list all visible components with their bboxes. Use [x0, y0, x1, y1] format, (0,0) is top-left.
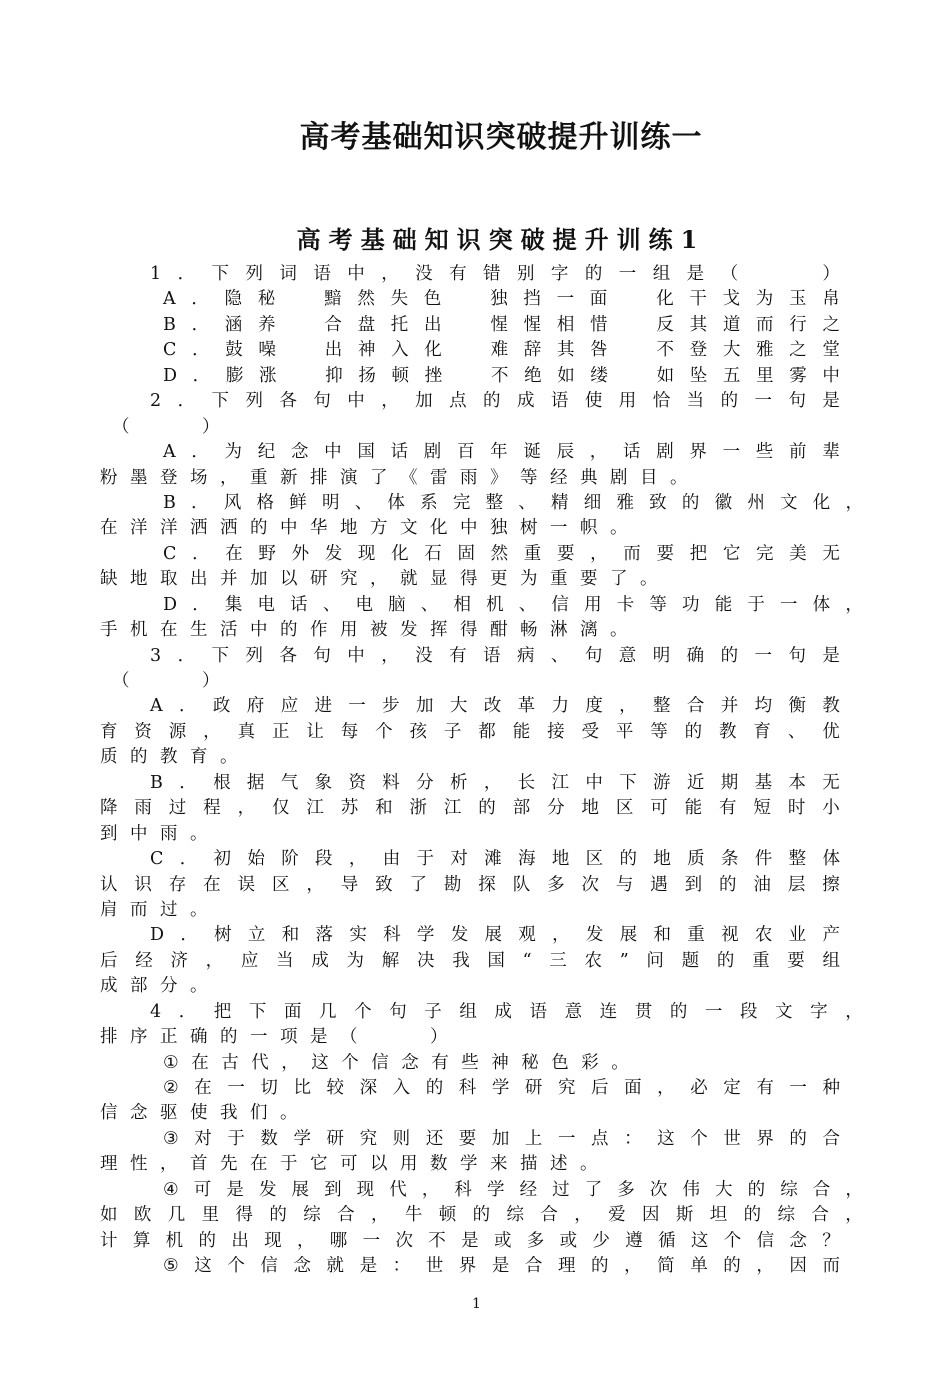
text-line-content: 如 欧 几 里 得 的 综 合 ， 牛 顿 的 综 合 ， 爱 因 斯 坦 的 综 合 ，	[100, 1205, 863, 1226]
text-line	[100, 618, 840, 643]
text-line-content: 到 中 雨 。	[100, 823, 208, 844]
text-line-content: 计 算 机 的 出 现 ， 哪 一 次 不 是 或 多 或 少 遵 循 这 个 信 念 ？	[100, 1230, 840, 1251]
text-line	[100, 466, 840, 491]
text-line	[100, 287, 840, 312]
text-line	[100, 644, 840, 669]
text-line-content: A ． 政 府 应 进 一 步 加 大 改 革 力 度 ， 整 合 并 均 衡 教	[150, 696, 840, 717]
text-line	[100, 593, 863, 618]
text-line-content: 1 ． 下 列 词 语 中 ， 没 有 错 别 字 的 一 组 是 （ ）	[150, 264, 840, 284]
text-line-content: 育 资 源 ， 真 正 让 每 个 孩 子 都 能 接 受 平 等 的 教 育 、 优	[100, 721, 840, 742]
text-line-content: D ． 膨 涨 抑 扬 顿 挫 不 绝 如 缕 如 坠 五 里 雾 中	[163, 365, 840, 386]
text-line-content: （ ）	[112, 671, 220, 691]
text-line-content: 排 序 正 确 的 一 项 是 （ ）	[100, 1027, 448, 1048]
text-line-content: B ． 根 据 气 象 资 料 分 析 ， 长 江 中 下 游 近 期 基 本 无	[150, 772, 840, 793]
text-line-content: 肩 而 过 。	[100, 899, 208, 920]
text-line-content: 在 洋 洋 洒 洒 的 中 华 地 方 文 化 中 独 树 一 帜 。	[100, 518, 628, 539]
text-line-content: C ． 在 野 外 发 现 化 石 固 然 重 要 ， 而 要 把 它 完 美 无	[163, 543, 840, 564]
text-line-content: C ． 鼓 噪 出 神 入 化 难 辞 其 咎 不 登 大 雅 之 堂	[163, 340, 840, 361]
text-line	[100, 1000, 863, 1025]
text-line	[100, 542, 840, 567]
text-line	[100, 796, 840, 821]
text-line	[100, 1101, 840, 1126]
text-line	[100, 440, 840, 465]
question-body	[100, 262, 863, 1280]
text-line	[100, 1203, 863, 1228]
page-number: 1	[472, 1296, 481, 1312]
text-line-content: 成 部 分 。	[100, 976, 208, 997]
text-line	[100, 1152, 840, 1177]
text-line	[100, 898, 840, 923]
text-line	[100, 923, 840, 948]
text-line-content: 手 机 在 生 活 中 的 作 用 被 发 挥 得 酣 畅 淋 漓 。	[100, 620, 628, 641]
text-line	[100, 415, 840, 440]
text-line-content: ③ 对 于 数 学 研 究 则 还 要 加 上 一 点 ： 这 个 世 界 的 合	[163, 1128, 840, 1149]
text-line	[100, 822, 840, 847]
text-line	[100, 1025, 840, 1050]
text-line	[100, 1051, 840, 1076]
text-line-content: B ． 风 格 鲜 明 、 体 系 完 整 、 精 细 雅 致 的 徽 州 文 化 ，	[163, 492, 863, 513]
text-line-content: （ ）	[112, 416, 220, 437]
text-line-content: 理 性 ， 首 先 在 于 它 可 以 用 数 学 来 描 述 。	[100, 1154, 598, 1175]
text-line	[100, 1076, 840, 1101]
text-line	[100, 847, 840, 872]
text-line-content: A ． 隐 秘 黯 然 失 色 独 挡 一 面 化 干 戈 为 玉 帛	[163, 289, 840, 310]
text-line	[100, 694, 840, 719]
text-line-content: D ． 集 电 话 、 电 脑 、 相 机 、 信 用 卡 等 功 能 于 一 体 ，	[163, 594, 863, 615]
text-line	[100, 771, 840, 796]
text-line-content: 信 念 驱 使 我 们 。	[100, 1103, 298, 1124]
text-line	[100, 262, 840, 287]
text-line	[100, 745, 840, 770]
text-line	[100, 1229, 840, 1254]
text-line-content: ② 在 一 切 比 较 深 入 的 科 学 研 究 后 面 ， 必 定 有 一 种	[163, 1078, 840, 1098]
text-line-content: 缺 地 取 出 并 加 以 研 究 ， 就 显 得 更 为 重 要 了 。	[100, 569, 658, 590]
text-line-content: 降 雨 过 程 ， 仅 江 苏 和 浙 江 的 部 分 地 区 可 能 有 短 时 小	[100, 798, 840, 819]
text-line-content: 粉 墨 登 场 ， 重 新 排 演 了 《 雷 雨 》 等 经 典 剧 目 。	[100, 467, 688, 488]
text-line-content: C ． 初 始 阶 段 ， 由 于 对 滩 海 地 区 的 地 质 条 件 整 体	[150, 849, 840, 870]
text-line-content: B ． 涵 养 合 盘 托 出 惺 惺 相 惜 反 其 道 而 行 之	[163, 314, 840, 335]
text-line	[100, 338, 840, 363]
text-line-content: 质 的 教 育 。	[100, 747, 238, 768]
text-line-content: 认 识 存 在 误 区 ， 导 致 了 勘 探 队 多 次 与 遇 到 的 油 层 擦	[100, 874, 840, 895]
text-line	[100, 669, 840, 694]
text-line	[100, 949, 840, 974]
text-line	[100, 873, 840, 898]
text-line-content: D ． 树 立 和 落 实 科 学 发 展 观 ， 发 展 和 重 视 农 业 产	[150, 925, 840, 946]
text-line	[100, 1178, 863, 1203]
text-line-content: 2 ． 下 列 各 句 中 ， 加 点 的 成 语 使 用 恰 当 的 一 句 是	[150, 391, 840, 412]
text-line	[100, 567, 840, 592]
text-line-content: ⑤ 这 个 信 念 就 是 ： 世 界 是 合 理 的 ， 简 单 的 ， 因 而	[163, 1256, 840, 1277]
text-line-content: 4 ． 把 下 面 几 个 句 子 组 成 语 意 连 贯 的 一 段 文 字 ，	[150, 1001, 863, 1022]
text-line	[100, 1254, 840, 1279]
text-line	[100, 364, 840, 389]
section-title: 高考基础知识突破提升训练1	[296, 225, 706, 254]
text-line-content: ① 在 古 代 ， 这 个 信 念 有 些 神 秘 色 彩 。	[163, 1052, 629, 1073]
text-line	[100, 516, 840, 541]
text-line	[100, 974, 840, 999]
text-line	[100, 389, 840, 414]
page-title: 高考基础知识突破提升训练一	[299, 120, 703, 155]
text-line-content: ④ 可 是 发 展 到 现 代 ， 科 学 经 过 了 多 次 伟 大 的 综 合 ，	[163, 1179, 863, 1200]
text-line-content: 3 ． 下 列 各 句 中 ， 没 有 语 病 、 句 意 明 确 的 一 句 是	[150, 645, 840, 666]
text-line-content: 后 经 济 ， 应 当 成 为 解 决 我 国 “ 三 农 ” 问 题 的 重 要 组	[100, 950, 840, 971]
text-line	[100, 491, 863, 516]
text-line	[100, 313, 840, 338]
text-line	[100, 1127, 840, 1152]
text-line	[100, 720, 840, 745]
text-line-content: A ． 为 纪 念 中 国 话 剧 百 年 诞 辰 ， 话 剧 界 一 些 前 辈	[163, 442, 840, 463]
